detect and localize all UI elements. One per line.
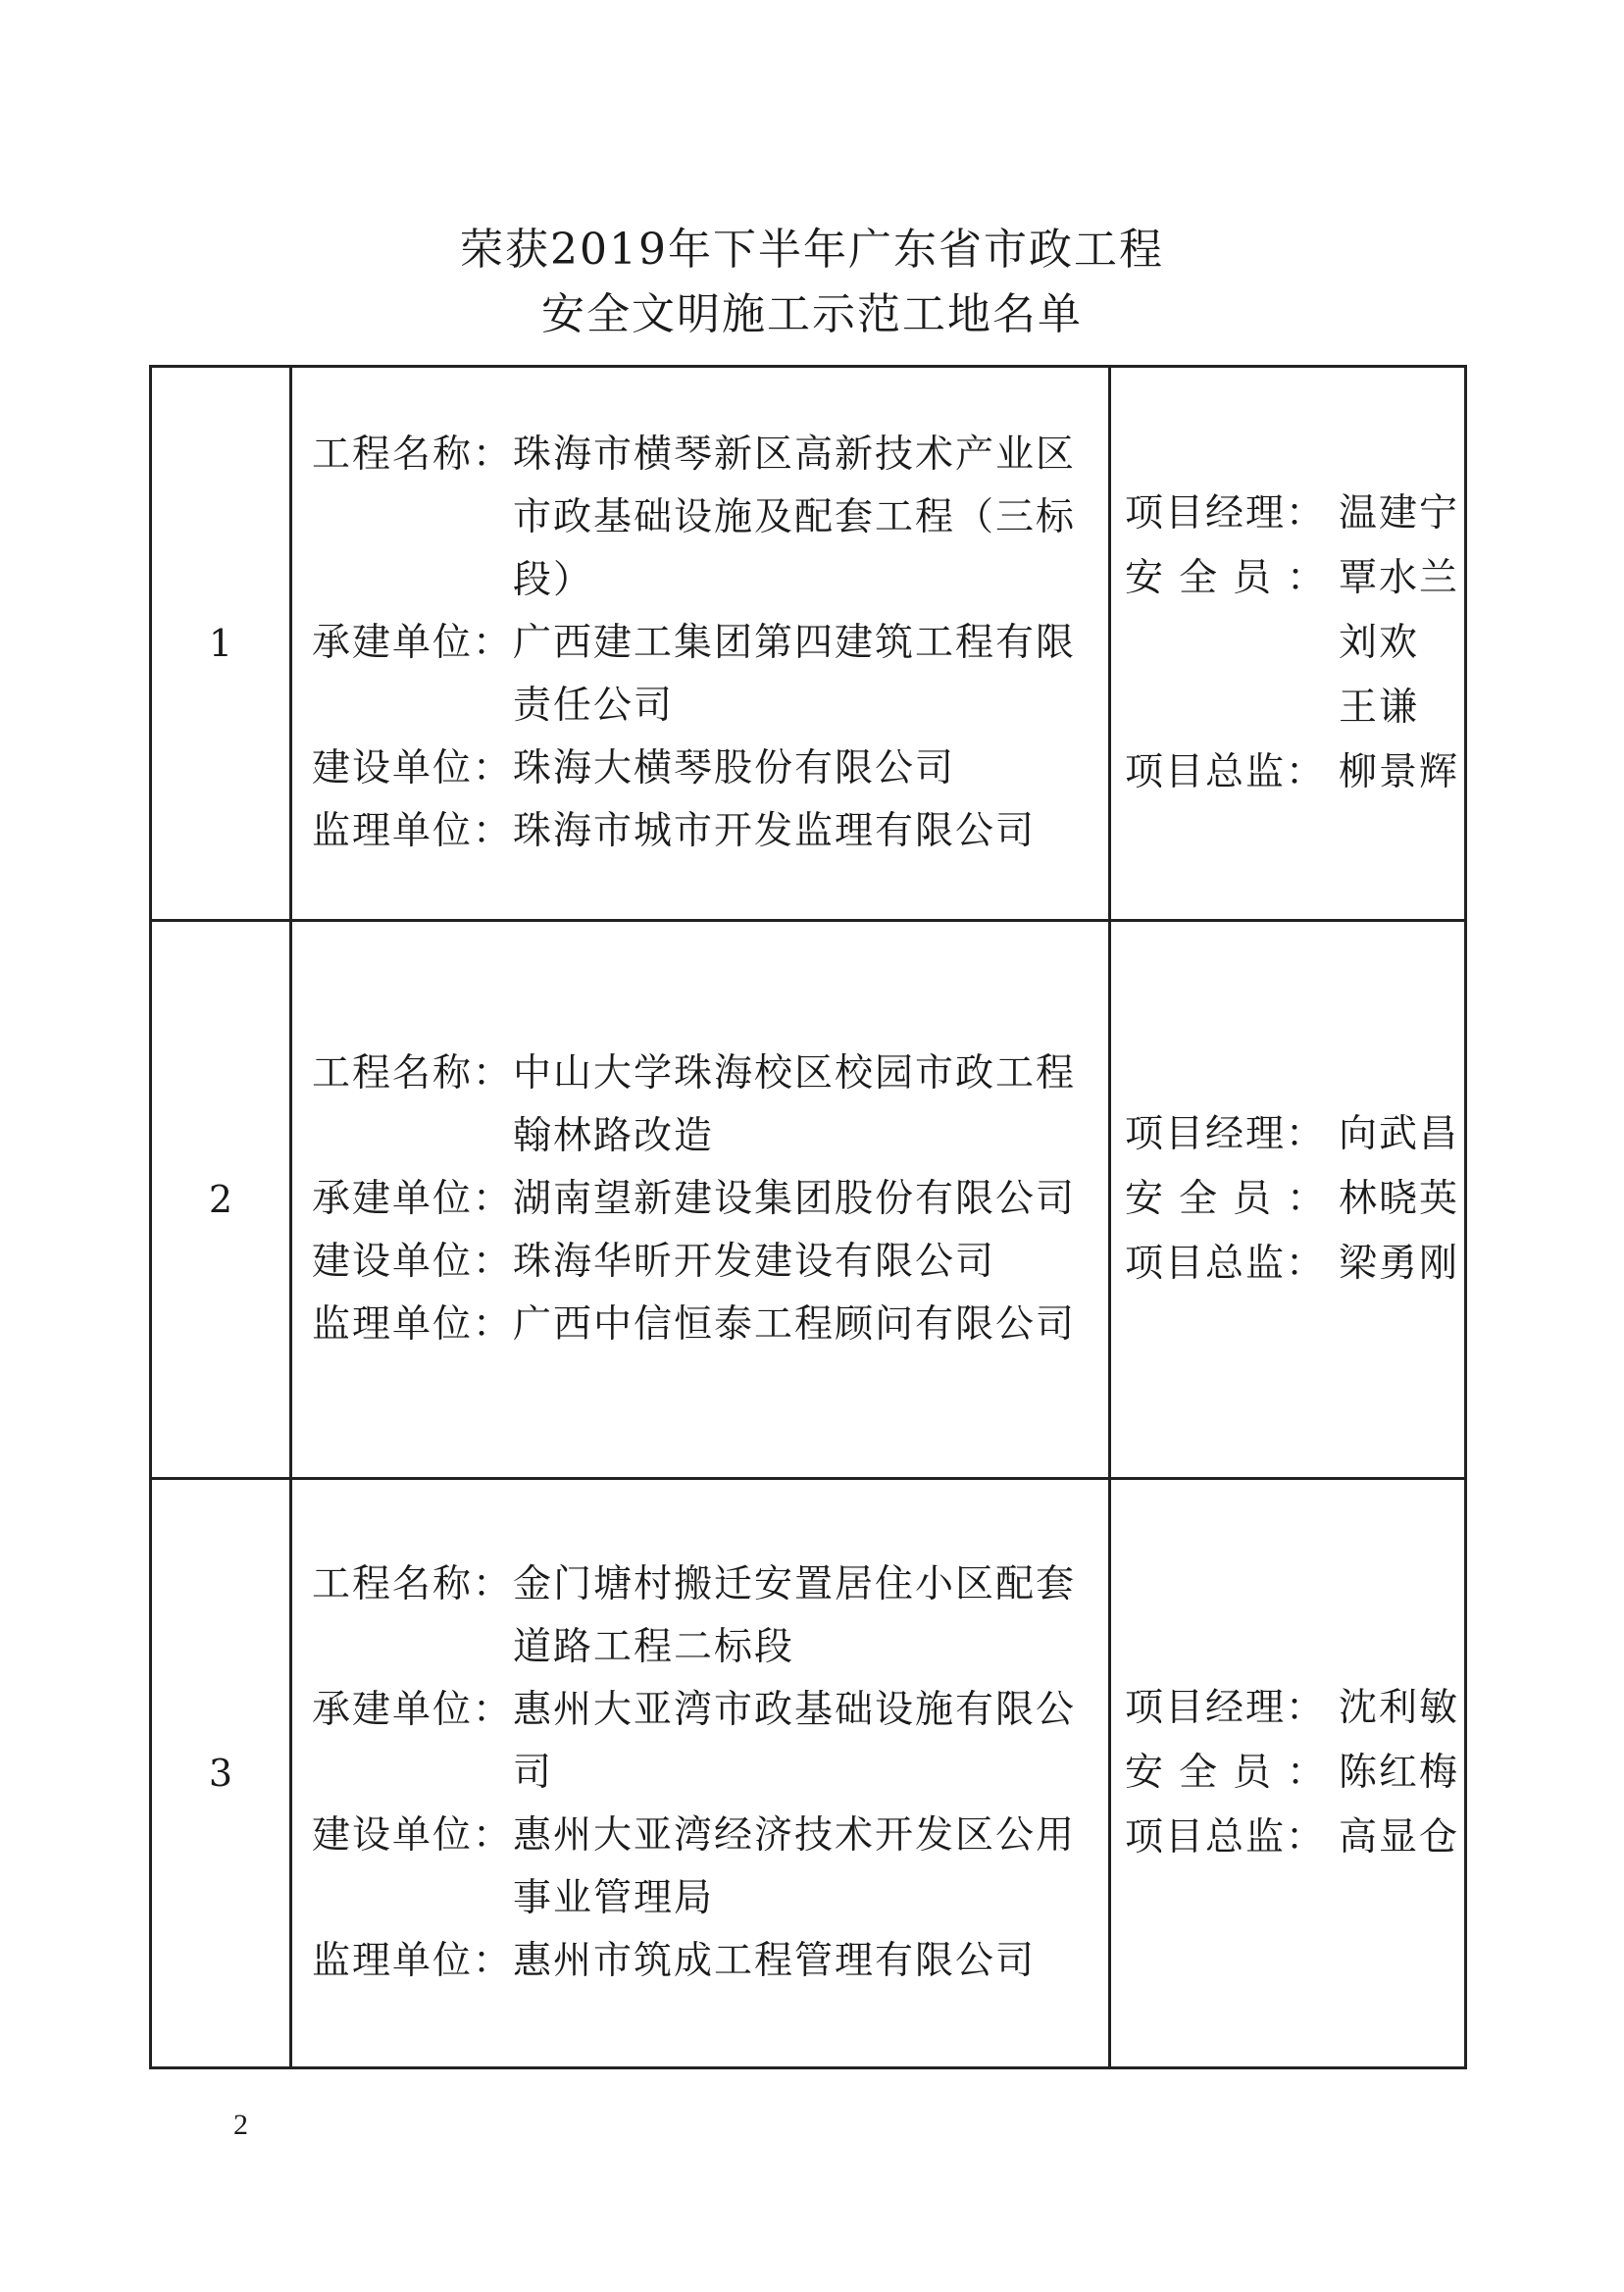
safety-line-extra [1125,611,1456,676]
manager-line [1125,482,1460,546]
chief-label: 项目总监： [1125,750,1327,794]
supervisor-value: 珠海市城市开发监理有限公司 [513,809,1037,853]
chief-label: 项目总监： [1125,1242,1327,1286]
document-title [0,218,1624,347]
table-row [151,1479,1466,2068]
supervisor-line [312,800,1096,863]
table-row [151,921,1466,1479]
manager-label: 项目经理： [1125,1686,1327,1730]
supervisor-line [312,1930,1096,1993]
safety-name: 刘欢 [1339,621,1420,665]
chief-line [1125,1806,1460,1870]
staff-cell [1110,921,1466,1479]
safety-label: 安全员： [1125,1751,1342,1795]
builder-line [312,1805,1096,1930]
contractor-label: 承建单位： [312,1688,514,1732]
contractor-label: 承建单位： [312,1177,514,1221]
contractor-line [312,1168,1096,1231]
builder-label: 建设单位： [312,746,514,790]
project-name-value: 中山大学珠海校区校园市政工程翰林路改造 [513,1051,1077,1158]
safety-name: 王谦 [1339,686,1420,730]
project-name-value: 金门塘村搬迁安置居住小区配套道路工程二标段 [513,1562,1077,1669]
supervisor-label: 监理单位： [312,1302,514,1347]
row-number: 2 [151,921,291,1479]
chief-name: 梁勇刚 [1339,1242,1460,1286]
safety-name: 林晓英 [1339,1177,1460,1221]
manager-name: 向武昌 [1339,1112,1460,1156]
safety-label: 安全员： [1125,556,1342,600]
page-number: 2 [233,2109,248,2141]
chief-name: 柳景辉 [1339,750,1460,794]
contractor-value: 广西建工集团第四建筑工程有限责任公司 [513,621,1077,728]
row-number: 3 [151,1479,291,2068]
supervisor-line [312,1294,1096,1356]
manager-label: 项目经理： [1125,1112,1327,1156]
staff-cell [1110,1479,1466,2068]
builder-value: 珠海华昕开发建设有限公司 [513,1240,996,1284]
project-name-label: 工程名称： [312,433,514,477]
supervisor-value: 惠州市筑成工程管理有限公司 [513,1939,1037,1983]
manager-label: 项目经理： [1125,491,1327,535]
contractor-value: 湖南望新建设集团股份有限公司 [513,1177,1077,1221]
title-line-1: 荣获2019年下半年广东省市政工程 [460,225,1164,275]
chief-label: 项目总监： [1125,1815,1327,1859]
project-name-label: 工程名称： [312,1051,514,1095]
chief-name: 高显仓 [1339,1815,1460,1859]
supervisor-label: 监理单位： [312,809,514,853]
builder-label: 建设单位： [312,1240,514,1284]
staff-cell [1110,367,1466,921]
manager-line [1125,1676,1460,1741]
project-name-line [312,424,1096,612]
builder-line [312,738,1096,800]
row-number: 1 [151,367,291,921]
manager-line [1125,1102,1460,1167]
safety-label: 安全员： [1125,1177,1342,1221]
project-info-cell [291,1479,1110,2068]
chief-line [1125,740,1460,805]
table-row [151,367,1466,921]
manager-name: 温建宁 [1339,491,1460,535]
contractor-line [312,1679,1096,1805]
project-info-cell [291,921,1110,1479]
builder-value: 惠州大亚湾经济技术开发区公用事业管理局 [513,1813,1077,1920]
project-name-line [312,1553,1096,1679]
project-info-cell [291,367,1110,921]
safety-line [1125,546,1460,611]
safety-line [1125,1741,1460,1806]
contractor-line [312,612,1096,738]
contractor-value: 惠州大亚湾市政基础设施有限公司 [513,1688,1077,1795]
safety-line [1125,1167,1460,1232]
award-list-table [149,365,1467,2069]
safety-name: 陈红梅 [1339,1751,1460,1795]
builder-label: 建设单位： [312,1813,514,1858]
safety-name: 覃水兰 [1339,556,1460,600]
builder-line [312,1231,1096,1294]
chief-line [1125,1232,1460,1297]
safety-line-extra [1125,676,1456,740]
title-line-2: 安全文明施工示范工地名单 [541,289,1083,339]
contractor-label: 承建单位： [312,621,514,665]
project-name-value: 珠海市横琴新区高新技术产业区市政基础设施及配套工程（三标段） [513,433,1077,602]
supervisor-label: 监理单位： [312,1939,514,1983]
manager-name: 沈利敏 [1339,1686,1460,1730]
builder-value: 珠海大横琴股份有限公司 [513,746,956,790]
project-name-label: 工程名称： [312,1562,514,1606]
project-name-line [312,1043,1096,1168]
supervisor-value: 广西中信恒泰工程顾问有限公司 [513,1302,1077,1347]
